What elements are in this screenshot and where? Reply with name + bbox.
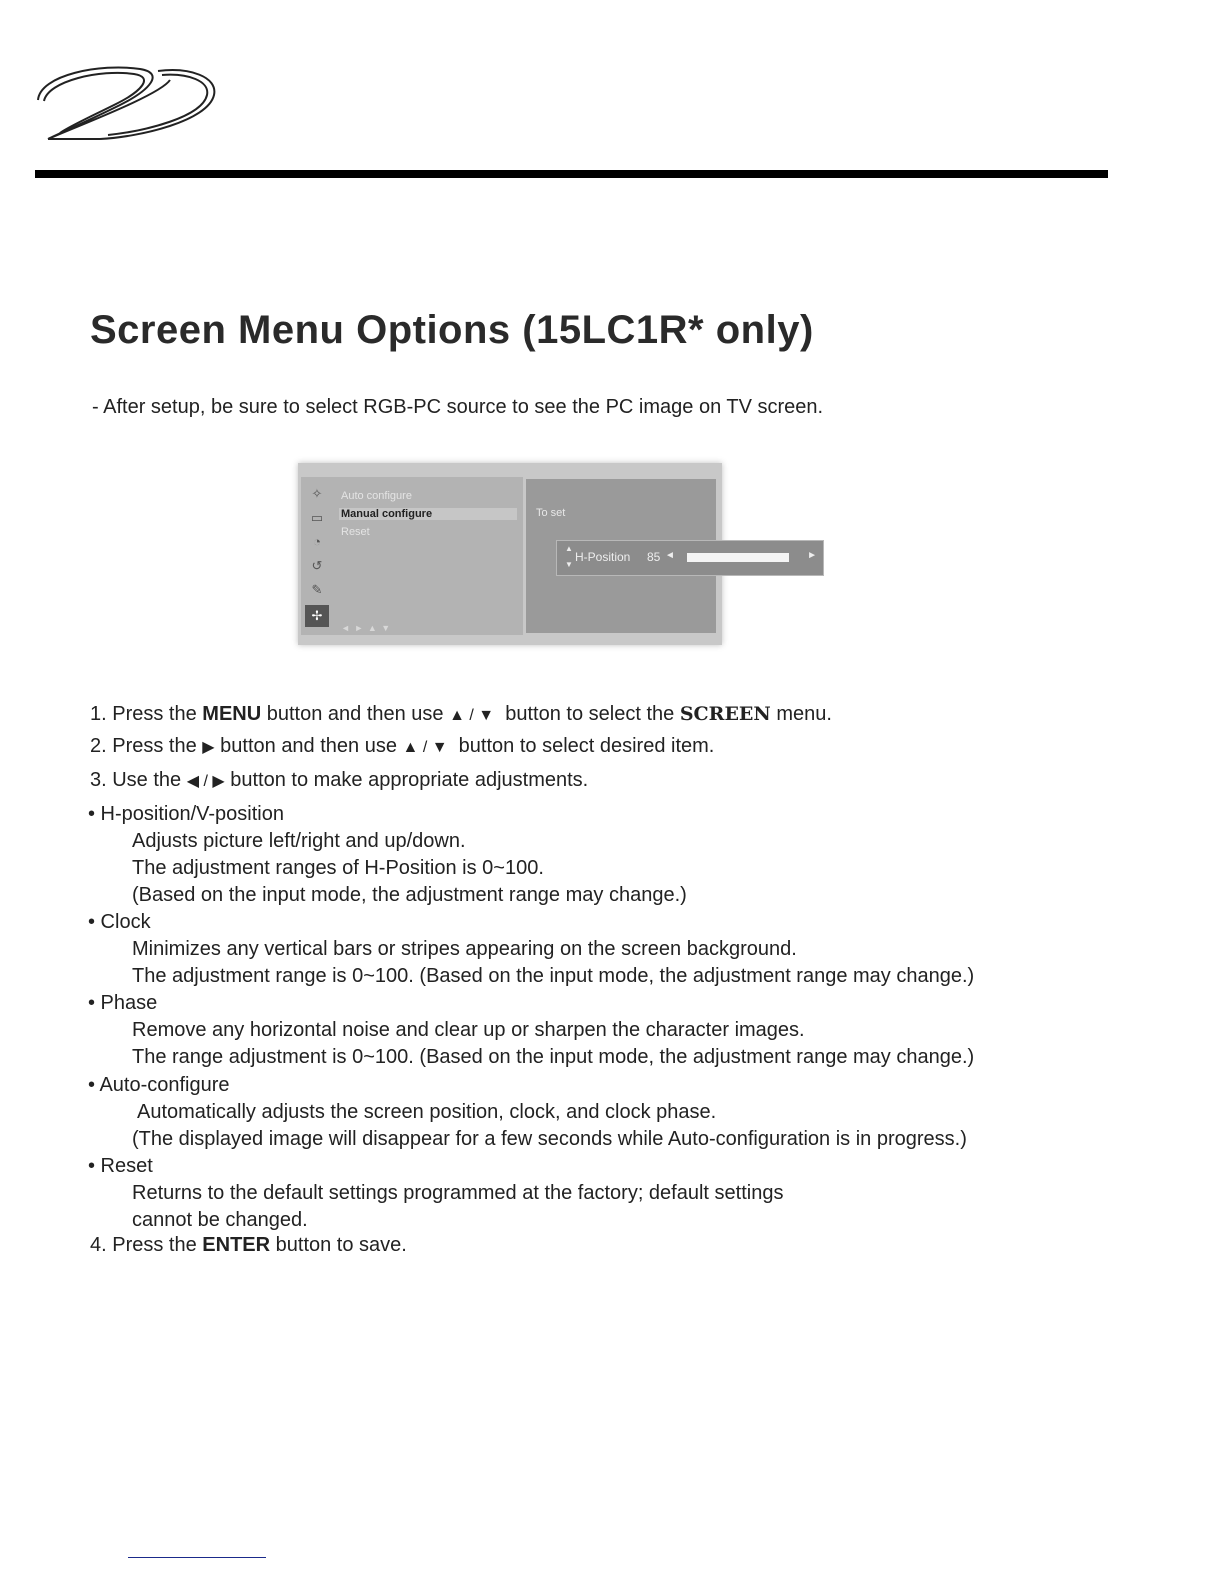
bullet-line: Remove any horizontal noise and clear up or sharpen the character images.	[132, 1019, 805, 1041]
osd-item-manual-configure: Manual configure	[339, 508, 517, 520]
osd-hint: To set	[536, 507, 566, 519]
slider-track	[687, 553, 789, 562]
step-3	[90, 769, 588, 792]
step-1-text: menu.	[770, 703, 832, 725]
osd-item-reset: Reset	[341, 526, 370, 538]
bullet-auto-configure: • Auto-configure	[88, 1074, 230, 1096]
right-arrow-icon: ►	[807, 550, 817, 561]
brand-logo	[30, 55, 220, 145]
bullet-reset: • Reset	[88, 1155, 153, 1177]
bullet-line: Automatically adjusts the screen position, clock, and clock phase.	[137, 1101, 717, 1123]
osd-item-auto-configure: Auto configure	[341, 490, 412, 502]
slider-label: H-Position	[575, 550, 631, 564]
up-down-arrows-icon: ▲ ▼	[565, 544, 573, 569]
step-2	[90, 735, 714, 758]
up-down-arrow-icon: ▲ / ▼	[449, 707, 495, 724]
osd-nav-hint: ◄ ► ▲ ▼	[341, 623, 392, 633]
page-title: Screen Menu Options (15LC1R* only)	[90, 308, 814, 352]
enter-button-label: ENTER	[202, 1234, 271, 1256]
slider-fill	[687, 553, 774, 562]
bullet-line: Adjusts picture left/right and up/down.	[132, 830, 466, 852]
sound-icon: ▭	[310, 510, 324, 525]
screen-icon: ✢	[305, 605, 329, 627]
step-1-text: button and then use	[261, 703, 450, 725]
step-1-text: button to select the	[499, 703, 680, 725]
bullet-line: The range adjustment is 0~100. (Based on the input mode, the adjustment range may change.)	[132, 1046, 975, 1068]
step-4-text: 4. Press the	[90, 1234, 203, 1256]
step-4	[90, 1234, 407, 1257]
bullet-line: Returns to the default settings programmed at the factory; default settings	[132, 1182, 784, 1204]
bullet-phase: • Phase	[88, 992, 158, 1014]
step-1-text: 1. Press the	[90, 703, 203, 725]
footer-link-underline	[128, 1557, 266, 1558]
right-arrow-icon: ▶	[202, 739, 215, 756]
bullet-clock: • Clock	[88, 911, 151, 933]
osd-icon-column	[301, 477, 333, 635]
step-3-text: button to make appropriate adjustments.	[224, 769, 589, 791]
step-2-text: button to select desired item.	[453, 735, 715, 757]
bullet-h-position: • H-position/V-position	[88, 803, 284, 825]
header-rule	[35, 170, 1108, 178]
left-arrow-icon: ◄	[665, 550, 675, 561]
setup-icon: ✎	[311, 582, 323, 597]
bullet-line: cannot be changed.	[132, 1209, 308, 1231]
bullet-line: (The displayed image will disappear for a few seconds while Auto-configuration is in progress.)	[132, 1128, 967, 1150]
step-1	[90, 703, 832, 726]
bullet-line: The adjustment ranges of H-Position is 0~100.	[132, 857, 544, 879]
up-down-arrow-icon: ▲ / ▼	[402, 739, 448, 756]
menu-button-label: MENU	[202, 703, 262, 725]
osd-menu-panel	[301, 477, 523, 635]
step-2-text: button and then use	[214, 735, 403, 757]
bullet-line: Minimizes any vertical bars or stripes appearing on the screen background.	[132, 938, 797, 960]
intro-note: - After setup, be sure to select RGB-PC source to see the PC image on TV screen.	[92, 396, 824, 418]
option-icon: ↺	[311, 558, 323, 573]
bullet-line: The adjustment range is 0~100. (Based on the input mode, the adjustment range may change.)	[132, 965, 975, 987]
picture-icon: ✧	[311, 486, 323, 501]
left-right-arrow-icon: ◀ / ▶	[186, 773, 225, 790]
screen-menu-label: SCREEN	[679, 703, 771, 725]
step-2-text: 2. Press the	[90, 735, 203, 757]
h-position-slider	[556, 540, 824, 576]
time-icon: ◔	[313, 534, 321, 549]
step-3-text: 3. Use the	[90, 769, 187, 791]
slider-value: 85	[647, 550, 661, 564]
bullet-line: (Based on the input mode, the adjustment range may change.)	[132, 884, 687, 906]
step-4-text: button to save.	[270, 1234, 407, 1256]
